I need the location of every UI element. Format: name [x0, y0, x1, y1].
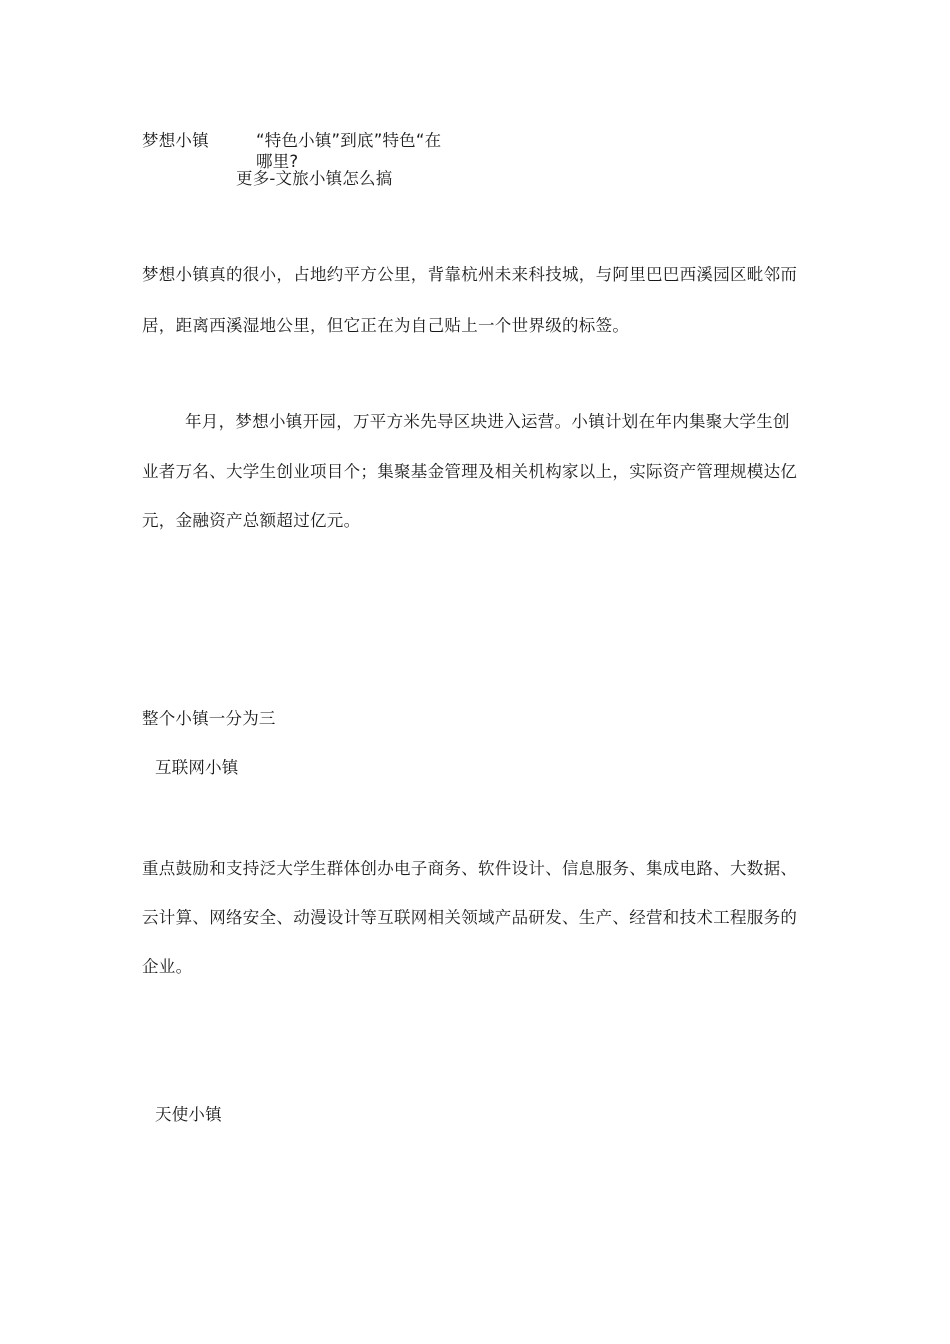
angel-town-title: 天使小镇 [155, 1105, 222, 1124]
headline-part2: 哪里? [256, 152, 299, 171]
header-left-title: 梦想小镇 [142, 131, 209, 150]
opening-line-3: 元，金融资产总额超过亿元。 [142, 511, 361, 530]
intro-line-1: 梦想小镇真的很小，占地约平方公里，背靠杭州未来科技城，与阿里巴巴西溪园区毗邻而 [142, 265, 798, 284]
division-heading: 整个小镇一分为三 [142, 709, 276, 728]
internet-town-line-3: 企业。 [142, 957, 193, 976]
internet-town-line-1: 重点鼓励和支持泛大学生群体创办电子商务、软件设计、信息服务、集成电路、大数据、 [142, 859, 798, 878]
intro-line-2: 居，距离西溪湿地公里，但它正在为自己贴上一个世界级的标签。 [142, 316, 630, 335]
headline-part1: “特色小镇”到底”特色“在 [256, 131, 442, 150]
internet-town-line-2: 云计算、网络安全、动漫设计等互联网相关领域产品研发、生产、经营和技术工程服务的 [142, 908, 798, 927]
opening-line-2: 业者万名、大学生创业项目个；集聚基金管理及相关机构家以上，实际资产管理规模达亿 [142, 462, 798, 481]
subtitle-link[interactable]: 更多-文旅小镇怎么搞 [236, 169, 393, 188]
internet-town-title: 互联网小镇 [155, 758, 239, 777]
opening-line-1: 年月，梦想小镇开园，万平方米先导区块进入运营。小镇计划在年内集聚大学生创 [185, 412, 790, 431]
